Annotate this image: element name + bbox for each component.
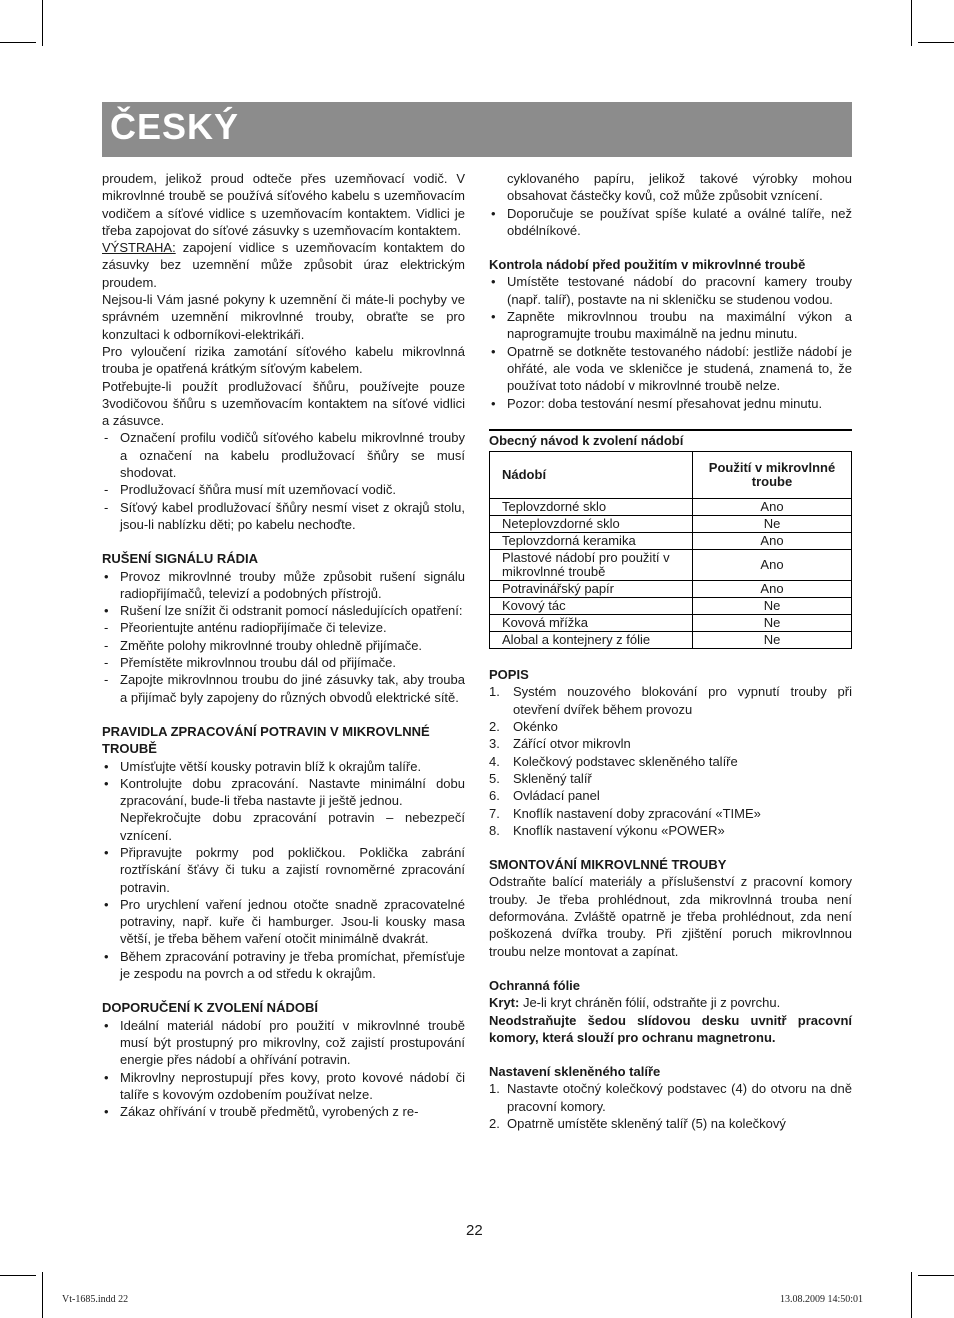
film-heading: Ochranná fólie (489, 977, 581, 993)
footer-file: Vt-1685.indd 22 (62, 1294, 129, 1305)
popis-heading: POPIS (489, 667, 529, 683)
table-row: Plastové nádobí pro použití v mikrovlnné troubě Ano (490, 550, 852, 581)
film-paragraph (489, 994, 852, 1011)
crop-mark (911, 1272, 912, 1318)
list-item: 4. Kolečkový podstavec skleněného talíře (489, 753, 738, 769)
crop-mark (0, 42, 36, 43)
crop-mark (918, 42, 954, 43)
table-header-dish: Nádobí (490, 452, 693, 499)
crop-mark (918, 1275, 954, 1276)
list-item: • Zapněte mikrovlnnou troubu na maximální výkon a naprogramujte troubu maximálně na jednu minutu. (491, 309, 852, 342)
list-item: 1. Nastavte otočný kolečkový podstavec (4) do otvoru na dně pracovní komory. (489, 1081, 852, 1114)
warning-text: zapojení vidlice s uzemňovacím kontaktem do zásuvky bez uzemnění může způsobit úraz elektrickým proudem. (102, 240, 465, 290)
assembly-heading: SMONTOVÁNÍ MIKROVLNNÉ TROUBY (489, 857, 727, 873)
list-item: 7. Knoflík nastavení doby zpracování «TIME» (489, 805, 761, 821)
dishware-table (489, 451, 852, 649)
list-item: • Ideální materiál nádobí pro použití v mikrovlnné troubě musí být prostupný pro mikrovlny, což zajistí prostupování energie přes nádobí a ohřívání potravin. (104, 1017, 465, 1068)
list-item: 2. Okénko (489, 719, 558, 735)
short-cable-paragraph: Pro vyloučení rizika zamotání síťového kabelu mikrovlnná trouba je opatřená krátkým síťovým kabelem. (102, 343, 465, 377)
footer-date: 13.08.2009 14:50:01 (780, 1294, 864, 1305)
list-item: - Změňte polohy mikrovlnné trouby ohledně přijímače. (104, 637, 423, 653)
list-item: • Provoz mikrovlnné trouby může způsobit rušení signálu radiopřijímačů, televizí a podobných přístrojů. (104, 568, 465, 601)
list-item: 1. Systém nouzového blokování pro vypnutí trouby při otevření dvířek během provozu (489, 684, 852, 717)
list-item: - Označení profilu vodičů síťového kabelu mikrovlnné trouby a označení na kabelu prodlužovací šňůry se musí shodovat. (104, 430, 465, 481)
film-warning: Neodstraňujte šedou slídovou desku uvnitř pracovní komory, která slouží pro ochranu magnetronu. (489, 1012, 852, 1045)
list-item: 6. Ovládací panel (489, 788, 600, 804)
list-item: - Přeorientujte anténu radiopřijímače či televize. (104, 620, 387, 636)
table-header-row (490, 452, 852, 499)
check-list (489, 273, 852, 411)
continued-text: cyklovaného papíru, jelikož takové výrobky mohou obsahovat částečky kovů, což může způsobit vznícení. (507, 171, 852, 204)
plate-list (489, 1080, 852, 1132)
list-item: 2. Opatrně umístěte skleněný talíř (5) na kolečkový (489, 1115, 786, 1131)
list-item: • Umísťujte větší kousky potravin blíž k okrajům talíře. (104, 758, 422, 774)
table-row: Potravinářský papír Ano (490, 581, 852, 598)
extension-list (102, 429, 465, 533)
list-item: 8. Knoflík nastavení výkonu «POWER» (489, 822, 725, 838)
crop-mark (911, 0, 912, 46)
header-bar (102, 102, 852, 157)
list-item: - Zapojte mikrovlnnou troubu do jiné zásuvky tak, aby trouba a přijímač byly zapojeny do různých obvodů elektrické sítě. (104, 672, 465, 705)
plate-heading: Nastavení skleněného talíře (489, 1064, 661, 1080)
list-item: • Pro urychlení vaření jednou otočte snadně zpracovatelné potraviny, např. kuře či hamburger. Jsou-li kousky masa větší, je třeba během vaření otočit minimálně dvakrát. (104, 896, 465, 947)
crop-mark (42, 1272, 43, 1318)
crop-mark (42, 0, 43, 46)
grounding-paragraph: Nejsou-li Vám jasné pokyny k uzemnění či máte-li pochyby ve správném uzemnění mikrovlnné trouby, obraťte se pro konzultaci k odborníkovi-elektrikáři. (102, 292, 465, 342)
list-item: • Zákaz ohřívání v troubě předmětů, vyrobených z re- (104, 1104, 419, 1120)
film-text: Je-li kryt chráněn fólií, odstraňte ji z povrchu. (519, 995, 781, 1011)
extension-paragraph: Potřebujte-li použít prodlužovací šňůru, používejte pouze 3vodičovou šňůru s uzemňovacím kontaktem na síťové vidlici a zásuvce. (102, 378, 465, 429)
table-row: Teplovzdorné sklo Ano (490, 499, 852, 516)
list-item: • Umístěte testované nádobí do pracovní kamery trouby (např. talíř), postavte na ni skleničku se studenou vodou. (491, 274, 852, 307)
dish-list (102, 1017, 465, 1121)
radio-heading: RUŠENÍ SIGNÁLU RÁDIA (102, 551, 259, 567)
radio-list (102, 568, 465, 706)
right-column (489, 170, 852, 1132)
table-row: Teplovzdorná keramika Ano (490, 533, 852, 550)
left-column (102, 170, 465, 1120)
list-item: - Prodlužovací šňůra musí mít uzemňovací vodič. (104, 482, 397, 498)
film-label: Kryt: (489, 995, 520, 1011)
list-item-continuation: Nepřekročujte dobu zpracování potravin – nebezpečí vznícení. (120, 810, 465, 843)
warning-label: VÝSTRAHA: (102, 240, 176, 256)
table-row: Kovový tác Ne (490, 598, 852, 615)
list-item: • Pozor: doba testování nesmí přesahovat jednu minutu. (491, 395, 823, 411)
table-title: Obecný návod k zvolení nádobí (489, 432, 684, 448)
round-plates-list (489, 205, 852, 240)
list-item: • Kontrolujte dobu zpracování. Nastavte minimální dobu zpracování, bude-li třeba nastavte ji ještě jednou. (104, 775, 465, 809)
warning-paragraph (102, 239, 465, 291)
list-item: 5. Skleněný talíř (489, 770, 592, 786)
section-divider (489, 429, 852, 431)
assembly-paragraph: Odstraňte balící materiály a příslušenství z pracovní komory trouby. Je třeba prohlédnout, zda mikrovlnná trouba není deformována. Zvláště opatrně je třeba prohlédnout, zda není poškozená dvířka trouby. Při zjištění poruch mikrovlnnou troubu nelze montovat a zapínat. (489, 874, 852, 959)
list-item: 3. Zářící otvor mikrovln (489, 736, 631, 752)
dish-heading: DOPORUČENÍ K ZVOLENÍ NÁDOBÍ (102, 1000, 318, 1016)
list-item: • Připravujte pokrmy pod pokličkou. Poklička zabrání roztřískání šťávy či tuku a zajistí rovnoměrné zpracování potravin. (104, 844, 465, 895)
table-row: Kovová mřížka Ne (490, 615, 852, 632)
list-item: • Během zpracování potraviny je třeba promíchat, přemísťuje je zespodu na povrch a od středu k okrajům. (104, 948, 465, 982)
table-row: Alobal a kontejnery z fólie Ne (490, 632, 852, 649)
list-item: • Rušení lze snížit či odstranit pomocí následujících opatření: (104, 603, 463, 619)
page-number: 22 (466, 1222, 483, 1239)
popis-list (489, 683, 852, 839)
list-item: - Přemístěte mikrovlnnou troubu dál od přijímače. (104, 655, 397, 671)
intro-paragraph: proudem, jelikož proud odteče přes uzemňovací vodič. V mikrovlnné troubě se používá síťového kabelu s uzemňovacím vodičem a síťové vidlice s uzemňovacím kontaktem. Vidlici je třeba zapojovat do síťové zásuvky s uzemňovacím kontaktem. (102, 171, 465, 238)
list-item: - Síťový kabel prodlužovací šňůry nesmí viset z okrajů stolu, jsou-li nablízku děti; po kabelu nechoďte. (104, 499, 465, 532)
list-item: • Mikrovlny neprostupují přes kovy, proto kovové nádobí či talíře s kovovým ozdobením používat nelze. (104, 1069, 465, 1102)
food-heading: PRAVIDLA ZPRACOVÁNÍ POTRAVIN V MIKROVLNNÉ TROUBĚ (102, 723, 430, 757)
list-item: • Doporučuje se používat spíše kulaté a oválné talíře, než obdélníkové. (491, 205, 852, 238)
crop-mark (0, 1275, 36, 1276)
check-heading: Kontrola nádobí před použitím v mikrovlnné troubě (489, 257, 806, 273)
table-row: Neteplovzdorné sklo Ne (490, 516, 852, 533)
table-header-use: Použití v mikrovlnné troube (693, 452, 852, 499)
page-title: ČESKÝ (110, 106, 240, 147)
food-list (102, 758, 465, 983)
list-item: • Opatrně se dotkněte testovaného nádobí: jestliže nádobí je ohřáté, ale voda ve skleničce je studená, znamená to, že používat toto nádobí v mikrovlnné troubě nelze. (491, 343, 852, 394)
